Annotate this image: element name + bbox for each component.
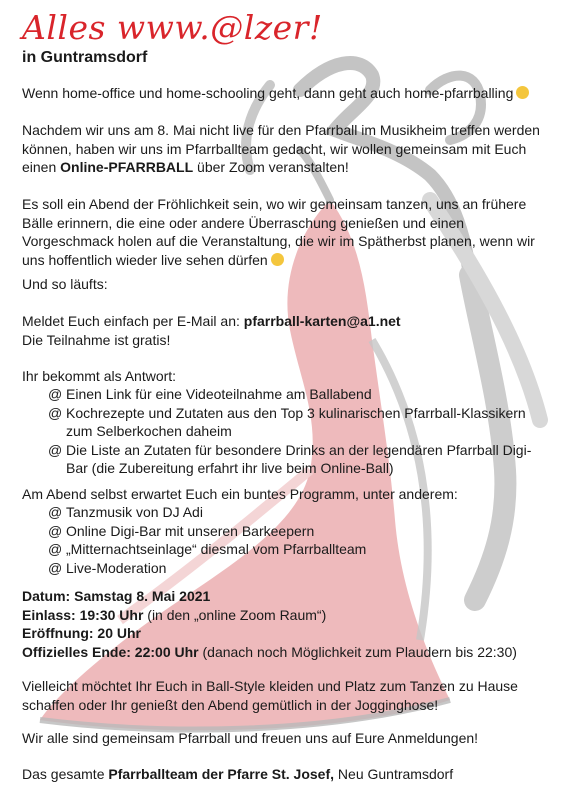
program-intro: Am Abend selbst erwartet Euch ein buntes Programm, unter anderem: [22,486,458,502]
event-opening: Eröffnung: 20 Uhr [22,625,141,641]
paragraph-online-ball [22,121,552,177]
event-details [22,587,552,661]
event-end-note: (danach noch Möglichkeit zum Plaudern bis 22:30) [198,643,517,660]
signature-post: Neu Guntramsdorf [334,766,454,782]
reply-list [22,385,552,478]
list-item: @ Kochrezepte und Zutaten aus den Top 3 kulinarischen Pfarrball-Klassikern zum Selberkochen daheim [48,404,526,439]
list-item: @ Die Liste an Zutaten für besondere Drinks an der legendären Pfarrball Digi-Bar (die Zubereitung erfahrt ihr live beim Online-Ball) [48,441,532,476]
signature-pre: Das gesamte [22,766,109,782]
wink-emoji-icon [516,86,529,99]
event-end: Offizielles Ende: 22:00 Uhr [22,643,199,660]
p2-tail: über Zoom veranstalten! [193,159,349,175]
list-item: @ Einen Link für eine Videoteilnahme am Ballabend [48,386,372,402]
list-item: @ „Mitternachtseinlage“ diesmal vom Pfarrballteam [48,541,367,557]
page-subtitle: in Guntramsdorf [22,49,148,66]
event-entry-note: (in den „online Zoom Raum“) [143,606,327,623]
intro-text: Wenn home-office und home-schooling geht, dann geht auch home-pfarrballing [22,85,514,101]
paragraph-evening [22,195,552,269]
list-item: @ Online Digi-Bar mit unseren Barkeepern [48,522,315,539]
smile-emoji-icon [271,253,284,266]
reply-intro: Ihr bekommt als Antwort: [22,368,177,384]
online-pfarrball-highlight: Online-PFARRBALL [60,159,194,175]
signature-team: Pfarrballteam der Pfarre St. Josef, [108,766,335,782]
signup-paragraph [22,312,552,349]
event-date: Datum: Samstag 8. Mai 2021 [22,588,211,604]
how-it-works-heading: Und so läufts: [22,276,108,292]
signup-email-link[interactable]: pfarrball-karten@a1.net [243,313,401,329]
free-note: Die Teilnahme ist gratis! [22,331,171,348]
closing-paragraph: Wir alle sind gemeinsam Pfarrball und freuen uns auf Eure Anmeldungen! [22,730,479,746]
list-item: @ Tanzmusik von DJ Adi [48,504,203,520]
signature [22,765,552,784]
list-item: @ Live-Moderation [48,559,167,576]
signup-text: Meldet Euch einfach per E-Mail an: [22,313,244,329]
intro-paragraph [22,84,552,103]
event-entry: Einlass: 19:30 Uhr [22,606,144,623]
page-title: Alles www.@lzer! [22,8,323,47]
p2-text: Nachdem wir uns am 8. Mai nicht live für den Pfarrball im Musikheim treffen werden können, haben wir uns im Pfarrballteam gedacht, wir wollen gemeinsam mit Euch einen [22,122,540,175]
program-list [22,503,552,577]
p3-text: Es soll ein Abend der Fröhlichkeit sein, wo wir gemeinsam tanzen, uns an frühere Bälle erinnern, die eine oder andere Überraschung genießen und einen Vorgeschmack holen auf die Veranstaltung, die wir im Spätherbst planen, wenn wir uns hoffentlich wieder live sehen dürfen [22,196,535,268]
dress-code-paragraph: Vielleicht möchtet Ihr Euch in Ball-Style kleiden und Platz zum Tanzen zu Hause schaffen oder Ihr genießt den Abend gemütlich in der Jogginghose! [22,678,518,713]
